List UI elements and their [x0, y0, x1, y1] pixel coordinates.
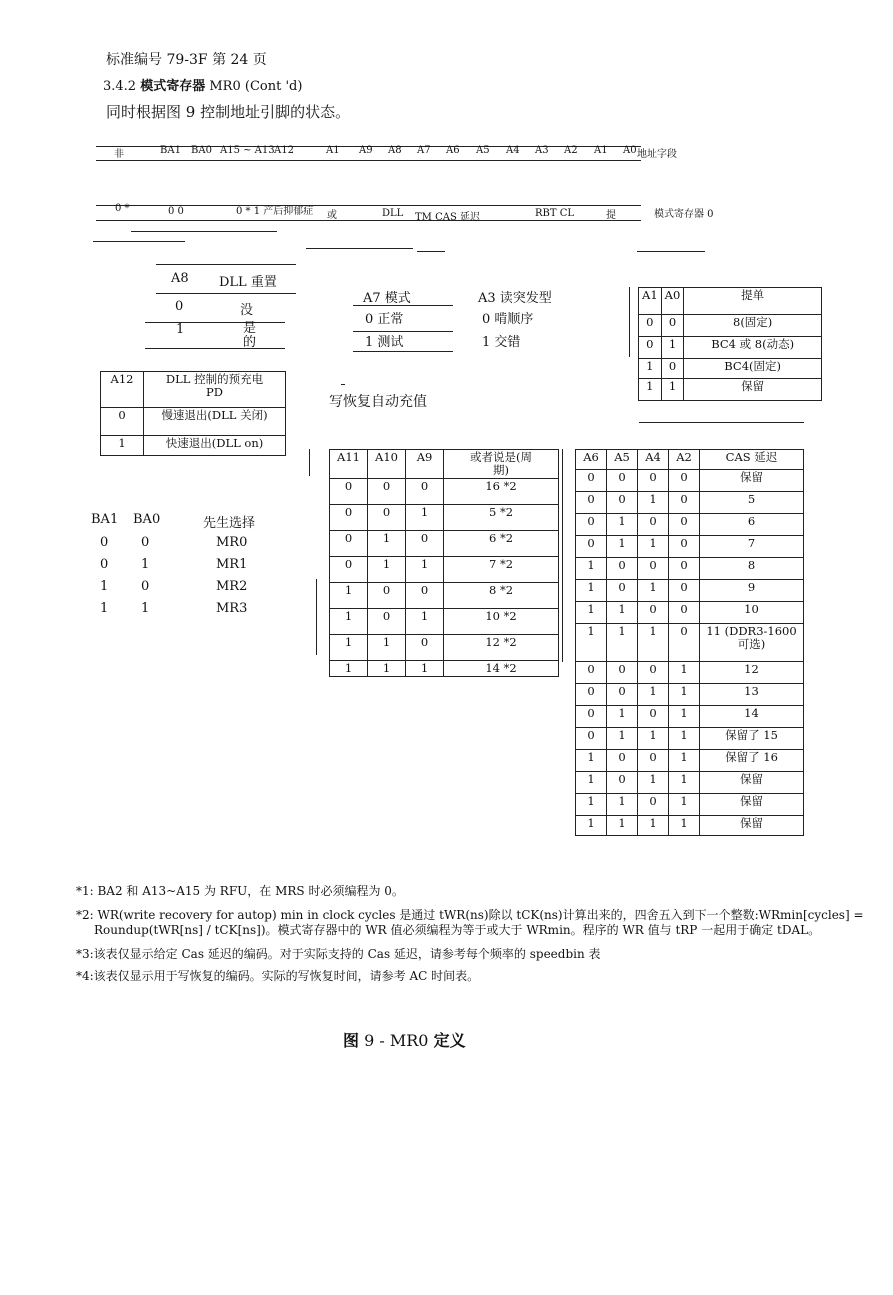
table-cell: 0 — [638, 558, 669, 580]
table-cell: 0 — [100, 557, 109, 572]
dll-reset-cell: 是的 — [243, 321, 257, 350]
register-field: 0 * 1 产后抑郁症 — [236, 206, 314, 217]
table-cell: 1 — [330, 583, 368, 609]
burst-header: 提单 — [684, 288, 822, 315]
a9-header: A9 — [406, 450, 444, 479]
a7-cell: 1 测试 — [365, 335, 404, 350]
a3-cell: 1 交错 — [482, 335, 521, 350]
table-cell: 1 — [669, 706, 700, 728]
table-cell: 0 — [368, 479, 406, 505]
table-cell: 0 — [368, 609, 406, 635]
table-cell: 0 — [607, 772, 638, 794]
address-field: BA1 — [160, 145, 181, 156]
a7-cell: 0 正常 — [365, 312, 404, 327]
table-cell: 0 — [669, 470, 700, 492]
table-cell: 8 — [700, 558, 804, 580]
table-cell: 1 — [638, 492, 669, 514]
note-2-line-2: Roundup(tWR[ns] / tCK[ns])。模式寄存器中的 WR 值必须编程为等于或大于 WRmin。程序的 WR 值与 tRP 一起用于确定 tDAL。 — [94, 923, 821, 937]
table-cell: 0 — [669, 536, 700, 558]
table-cell: 8(固定) — [684, 315, 822, 337]
table-cell: 1 — [330, 661, 368, 677]
table-cell: 1 — [669, 684, 700, 706]
dll-reset-cell: 没 — [240, 303, 254, 318]
section-number: 3.4.2 — [103, 79, 141, 94]
table-cell: 0 — [638, 602, 669, 624]
register-field: 提 — [606, 210, 616, 221]
address-field: BA0 — [191, 145, 212, 156]
note-2-line-1: *2: WR(write recovery for autop) min in clock cycles 是通过 tWR(ns)除以 tCK(ns)计算出来的，四舍五入到下一个整数:WRmin[cycles] = — [76, 908, 864, 922]
table-cell: 0 — [661, 359, 684, 379]
address-field: A0 — [623, 145, 637, 156]
ba1-header: BA1 — [91, 512, 119, 527]
a8-cell: 0 — [175, 299, 184, 314]
table-cell: 6 *2 — [444, 531, 559, 557]
register-field: RBT CL — [535, 208, 575, 219]
register-field: 或 — [327, 210, 337, 221]
table-cell: 14 — [700, 706, 804, 728]
table-cell: 1 — [368, 531, 406, 557]
table-cell: 0 — [638, 794, 669, 816]
table-cell: 1 — [101, 436, 144, 456]
table-cell: 0 — [607, 470, 638, 492]
table-cell: 0 — [330, 531, 368, 557]
a12-header: A12 — [101, 372, 144, 408]
table-cell: 0 — [330, 557, 368, 583]
table-cell: 1 — [638, 624, 669, 662]
table-cell: 0 — [607, 662, 638, 684]
table-cell: 0 — [368, 505, 406, 531]
table-cell: 0 — [669, 514, 700, 536]
section-heading — [103, 75, 302, 94]
table-cell: 7 — [700, 536, 804, 558]
address-field: A9 — [359, 145, 373, 156]
table-cell: 14 *2 — [444, 661, 559, 677]
wr-cycles-header: 或者说是(周期) — [444, 450, 559, 479]
address-field: 非 — [114, 149, 124, 160]
table-cell: 1 — [638, 684, 669, 706]
figure-caption-number: 9 - MR0 — [359, 1031, 434, 1050]
table-cell: 10 — [700, 602, 804, 624]
table-cell: 0 — [576, 470, 607, 492]
note-4: *4:该表仅显示用于写恢复的编码。实际的写恢复时间，请参考 AC 时间表。 — [76, 969, 480, 983]
a3-cell: 0 啃顺序 — [482, 312, 534, 327]
a2-header: A2 — [669, 450, 700, 470]
table-cell: 1 — [607, 728, 638, 750]
table-cell: 1 — [100, 579, 109, 594]
table-cell: 0 — [638, 662, 669, 684]
address-field: A5 — [476, 145, 490, 156]
table-cell: 0 — [576, 492, 607, 514]
table-cell: 1 — [639, 379, 662, 401]
register-field: 0 0 — [168, 206, 184, 217]
table-cell: 快速退出(DLL on) — [144, 436, 286, 456]
table-cell: 1 — [607, 816, 638, 836]
table-cell: 9 — [700, 580, 804, 602]
a12-dll-control-table — [100, 371, 286, 456]
dll-reset-header: DLL 重置 — [219, 275, 277, 290]
a1-header: A1 — [639, 288, 662, 315]
table-cell: 保留 — [700, 772, 804, 794]
table-cell: 1 — [406, 661, 444, 677]
table-cell: 0 — [406, 531, 444, 557]
table-cell: 0 — [607, 558, 638, 580]
table-cell: 1 — [607, 706, 638, 728]
figure-caption-title: 定义 — [433, 1031, 466, 1050]
table-cell: 1 — [607, 602, 638, 624]
table-cell: 0 — [576, 536, 607, 558]
address-field-label: 地址字段 — [637, 149, 677, 160]
table-cell: MR2 — [216, 579, 248, 594]
table-cell: 1 — [638, 536, 669, 558]
note-3: *3:该表仅显示给定 Cas 延迟的编码。对于实际支持的 Cas 延迟，请参考每个频率的 speedbin 表 — [76, 947, 601, 961]
address-field: A2 — [564, 145, 578, 156]
table-cell: 16 *2 — [444, 479, 559, 505]
table-cell: 0 — [141, 535, 150, 550]
table-cell: 11 (DDR3-1600 可选) — [700, 624, 804, 662]
table-cell: 1 — [141, 557, 150, 572]
table-cell: 1 — [576, 624, 607, 662]
table-cell: 0 — [638, 514, 669, 536]
table-cell: 0 — [406, 479, 444, 505]
table-cell: 1 — [406, 505, 444, 531]
table-cell: 1 — [607, 514, 638, 536]
a7-header: A7 模式 — [363, 291, 411, 306]
table-cell: 0 — [141, 579, 150, 594]
table-cell: 1 — [669, 662, 700, 684]
table-cell: 12 — [700, 662, 804, 684]
table-cell: 1 — [576, 558, 607, 580]
figure-caption-label: 图 — [343, 1031, 360, 1050]
page-standard-line: 标准编号 79-3F 第 24 页 — [106, 52, 267, 68]
register-field: 0 * — [115, 203, 130, 214]
table-cell: 1 — [669, 794, 700, 816]
table-cell: 0 — [638, 706, 669, 728]
table-cell: 0 — [576, 728, 607, 750]
table-cell: 0 — [669, 580, 700, 602]
table-cell: 0 — [101, 408, 144, 436]
address-field: A1 — [594, 145, 608, 156]
address-field: A15 ~ A13 — [220, 145, 275, 156]
table-cell: 1 — [638, 772, 669, 794]
cas-latency-header: CAS 延迟 — [700, 450, 804, 470]
table-cell: 0 — [100, 535, 109, 550]
table-cell: 0 — [669, 558, 700, 580]
table-cell: 1 — [669, 750, 700, 772]
table-cell: 5 — [700, 492, 804, 514]
figure-caption — [343, 1028, 466, 1051]
table-cell: 1 — [406, 557, 444, 583]
table-cell: 1 — [406, 609, 444, 635]
table-cell: MR1 — [216, 557, 248, 572]
address-field: A6 — [446, 145, 460, 156]
table-cell: 1 — [141, 601, 150, 616]
table-cell: 0 — [607, 750, 638, 772]
table-cell: 0 — [330, 505, 368, 531]
table-cell: BC4(固定) — [684, 359, 822, 379]
ba0-header: BA0 — [133, 512, 161, 527]
table-cell: 0 — [576, 706, 607, 728]
address-field: A4 — [506, 145, 520, 156]
register-field: DLL — [382, 208, 404, 219]
table-cell: 0 — [368, 583, 406, 609]
a10-header: A10 — [368, 450, 406, 479]
cas-latency-table — [575, 449, 804, 836]
address-field: A1 — [326, 145, 340, 156]
table-cell: 1 — [661, 379, 684, 401]
a6-header: A6 — [576, 450, 607, 470]
write-recovery-caption: 写恢复自动充值 — [329, 394, 427, 410]
table-cell: 1 — [607, 624, 638, 662]
a3-header: A3 读突发型 — [478, 291, 552, 306]
table-cell: MR0 — [216, 535, 248, 550]
table-cell: 0 — [607, 684, 638, 706]
a5-header: A5 — [607, 450, 638, 470]
table-cell: 1 — [330, 635, 368, 661]
table-cell: 保留了 15 — [700, 728, 804, 750]
table-cell: 1 — [576, 602, 607, 624]
write-recovery-table — [329, 449, 559, 677]
table-cell: 1 — [100, 601, 109, 616]
table-cell: BC4 或 8(动态) — [684, 337, 822, 359]
table-cell: 1 — [368, 635, 406, 661]
table-cell: 1 — [639, 359, 662, 379]
table-cell: 1 — [368, 661, 406, 677]
table-cell: 1 — [368, 557, 406, 583]
table-cell: 0 — [639, 337, 662, 359]
table-cell: 1 — [669, 772, 700, 794]
table-cell: 10 *2 — [444, 609, 559, 635]
table-cell: 0 — [638, 470, 669, 492]
dll-control-header: DLL 控制的预充电 PD — [144, 372, 286, 408]
table-cell: 0 — [576, 514, 607, 536]
table-cell: 6 — [700, 514, 804, 536]
table-cell: 1 — [576, 816, 607, 836]
table-cell: 0 — [639, 315, 662, 337]
address-field: A8 — [388, 145, 402, 156]
table-cell: 保留 — [684, 379, 822, 401]
table-cell: 1 — [638, 580, 669, 602]
intro-text: 同时根据图 9 控制地址引脚的状态。 — [106, 103, 351, 121]
table-cell: 1 — [576, 772, 607, 794]
table-cell: 1 — [638, 816, 669, 836]
a11-header: A11 — [330, 450, 368, 479]
a4-header: A4 — [638, 450, 669, 470]
table-cell: 0 — [669, 624, 700, 662]
table-cell: 1 — [607, 794, 638, 816]
table-cell: 0 — [330, 479, 368, 505]
table-cell: 0 — [638, 750, 669, 772]
section-title-bold: 模式寄存器 — [140, 79, 206, 94]
table-cell: 7 *2 — [444, 557, 559, 583]
table-cell: 1 — [638, 728, 669, 750]
table-cell: 保留 — [700, 816, 804, 836]
table-cell: 1 — [576, 580, 607, 602]
register-label: 模式寄存器 0 — [654, 209, 714, 220]
a8-cell: 1 — [176, 322, 185, 337]
table-cell: 0 — [607, 492, 638, 514]
note-1: *1: BA2 和 A13~A15 为 RFU，在 MRS 时必须编程为 0。 — [76, 884, 404, 898]
table-cell: 保留了 16 — [700, 750, 804, 772]
table-cell: 12 *2 — [444, 635, 559, 661]
table-cell: 慢速退出(DLL 关闭) — [144, 408, 286, 436]
table-cell: 1 — [330, 609, 368, 635]
table-cell: 1 — [576, 750, 607, 772]
register-field: TM CAS 延迟 — [415, 212, 480, 223]
table-cell: 0 — [576, 662, 607, 684]
table-cell: 1 — [607, 536, 638, 558]
table-cell: 1 — [669, 728, 700, 750]
table-cell: 5 *2 — [444, 505, 559, 531]
table-cell: 保留 — [700, 470, 804, 492]
table-cell: 1 — [661, 337, 684, 359]
table-cell: 1 — [576, 794, 607, 816]
address-field: A12 — [274, 145, 294, 156]
mr-select-header: 先生选择 — [203, 516, 256, 531]
a8-header: A8 — [171, 271, 189, 286]
table-cell: 0 — [576, 684, 607, 706]
table-cell: 保留 — [700, 794, 804, 816]
table-cell: 13 — [700, 684, 804, 706]
table-cell: 1 — [669, 816, 700, 836]
section-title-rest: MR0 (Cont 'd) — [205, 79, 303, 94]
table-cell: 0 — [406, 583, 444, 609]
a0-header: A0 — [661, 288, 684, 315]
address-field: A7 — [417, 145, 431, 156]
table-cell: 0 — [669, 492, 700, 514]
table-cell: 8 *2 — [444, 583, 559, 609]
a1-a0-burst-table — [638, 287, 822, 401]
address-field: A3 — [535, 145, 549, 156]
table-cell: MR3 — [216, 601, 248, 616]
table-cell: 0 — [406, 635, 444, 661]
table-cell: 0 — [669, 602, 700, 624]
table-cell: 0 — [661, 315, 684, 337]
table-cell: 0 — [607, 580, 638, 602]
